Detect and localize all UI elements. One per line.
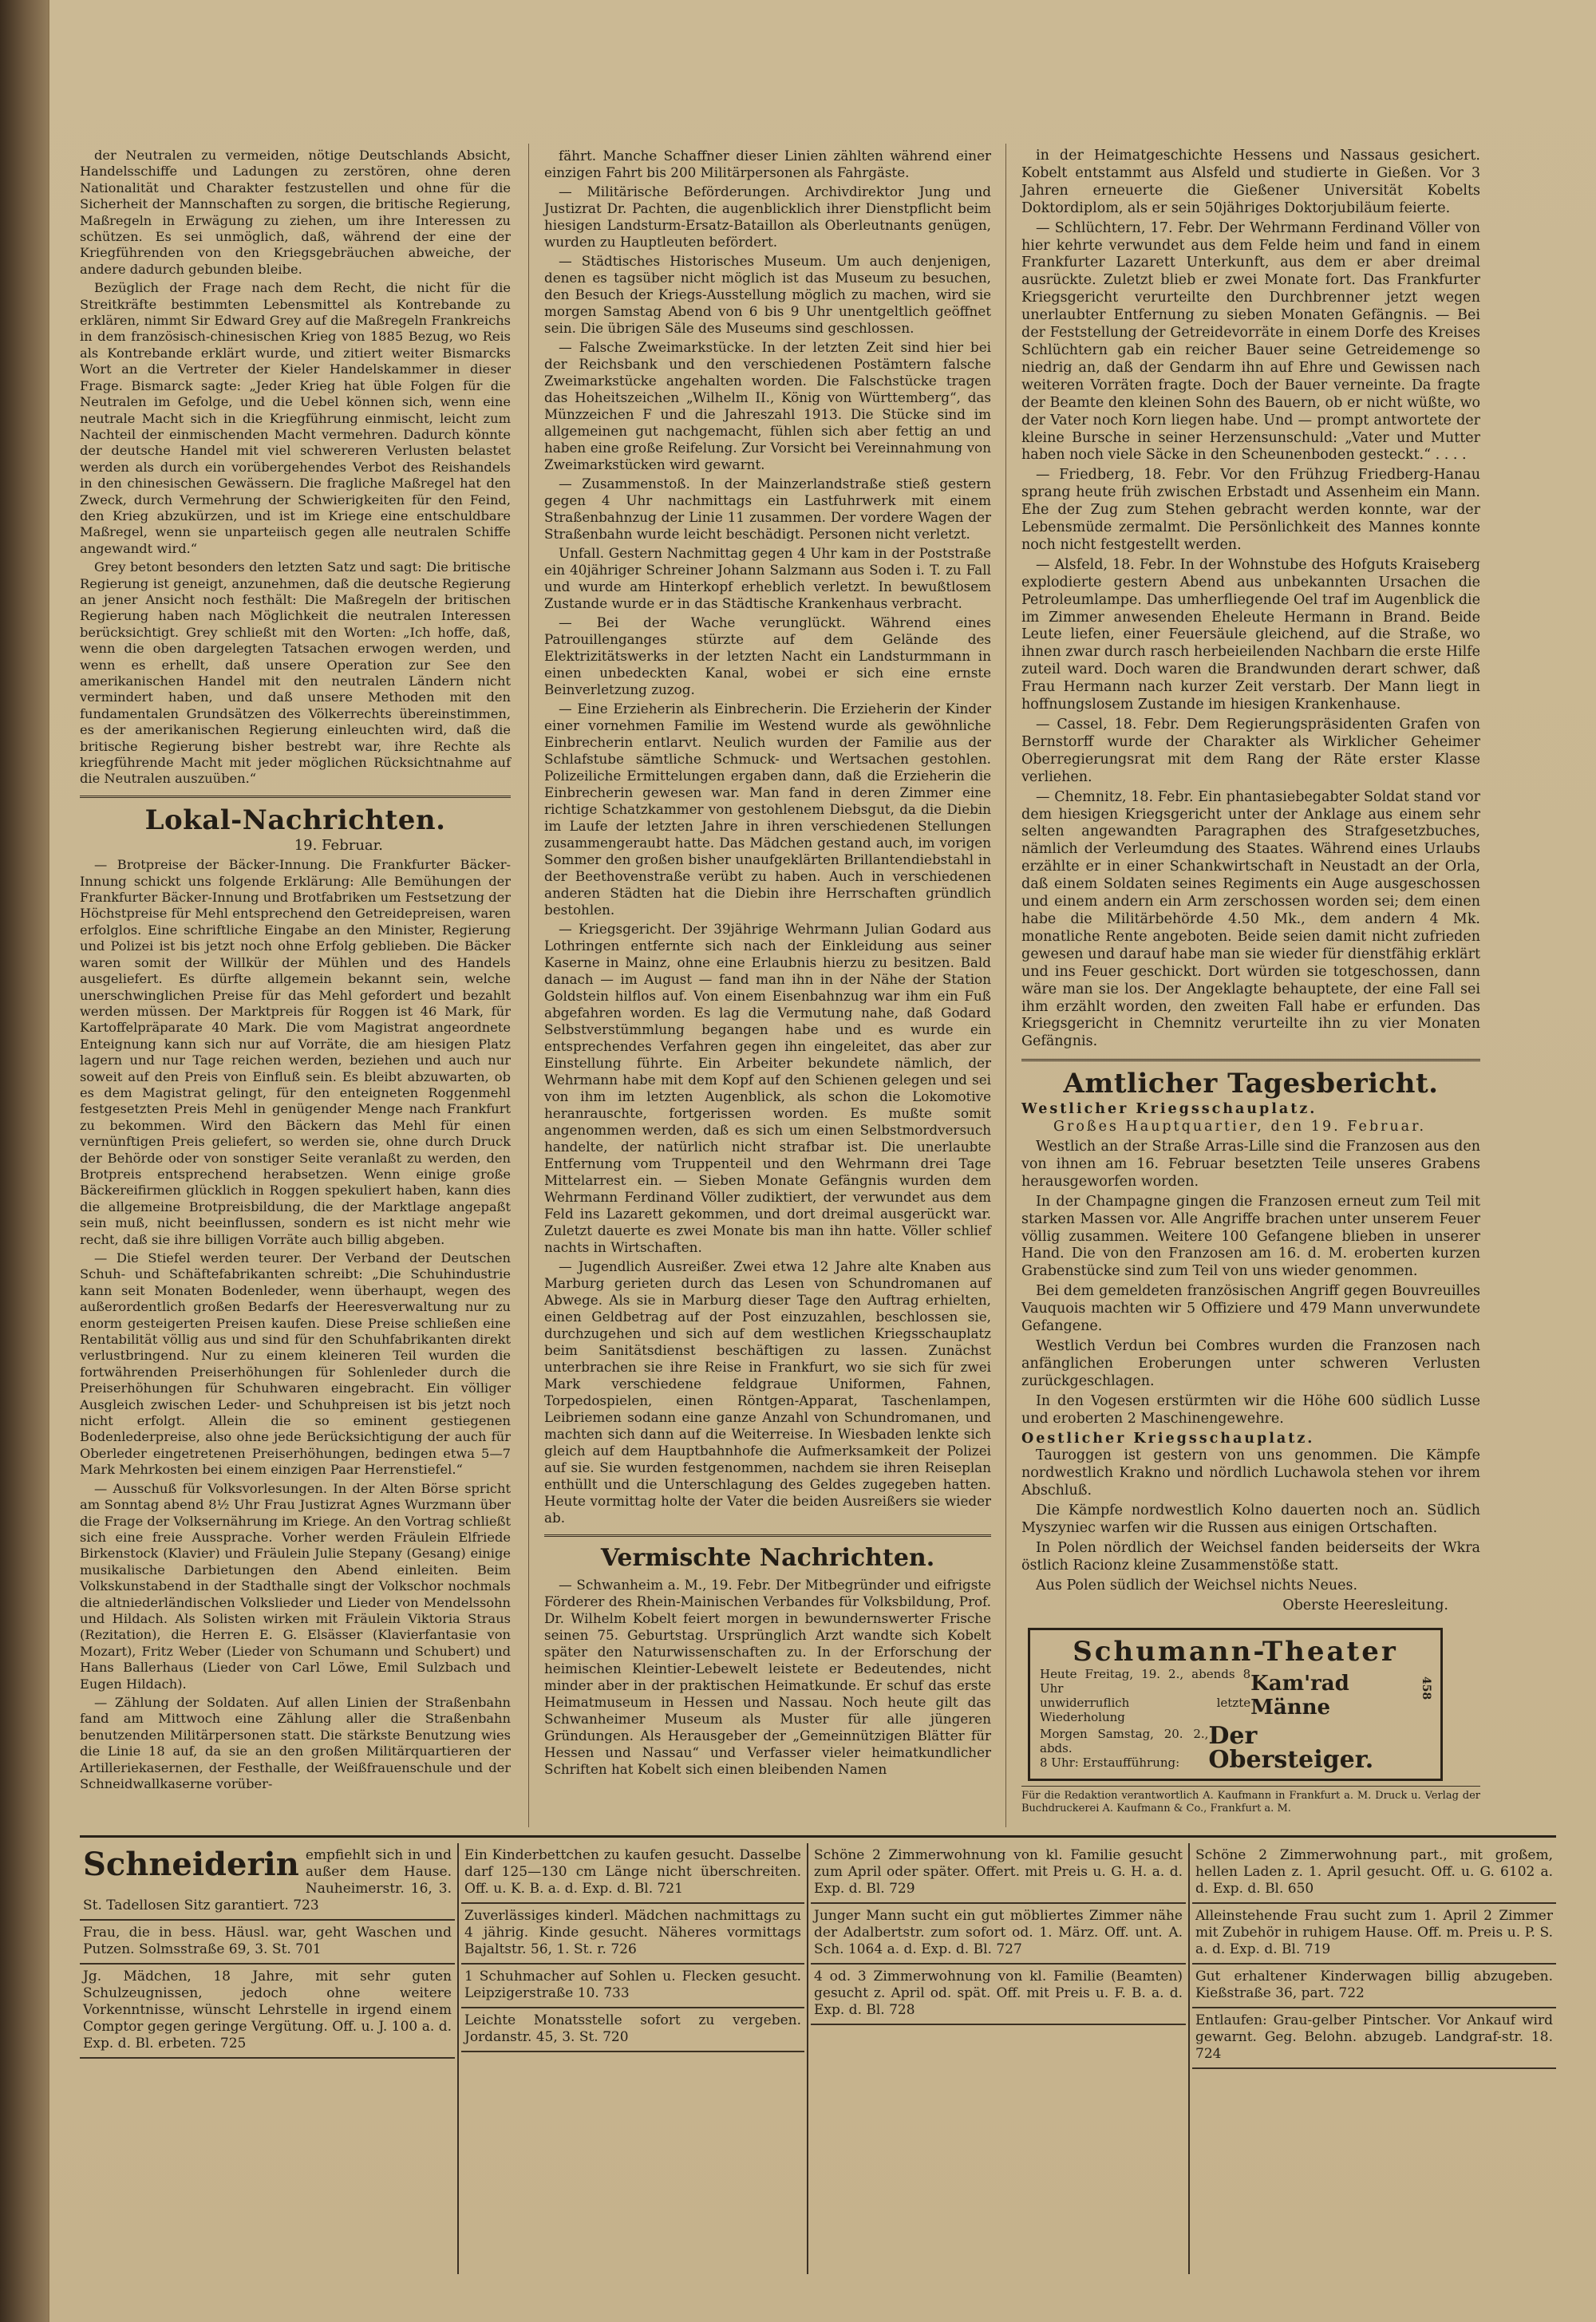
ad-text: Frau, die in bess. Häusl. war, geht Waschen und Putzen. Solmsstraße 69, 3. St. 701 bbox=[83, 1925, 452, 1957]
article-paragraph: Bezüglich der Frage nach dem Recht, die nicht für die Streitkräfte bestimmten Lebensmittel als Kontrebande zu erklären, nimmt Sir Edward Grey auf die Maßregeln Frankreichs in dem französisch-chinesischen Krieg von 1885 Bezug, wo Reis als Kontrebande erklärt wurde, und zitiert weiter Bismarcks Wort an die Vertreter der Kieler Handelskammer in dieser Frage. Bismarck sagte: „Jeder Krieg hat üble Folgen für die Neutralen im Gefolge, und die Uebel können sich, wenn eine neutrale Macht sich in die Kriegführung einmischt, leicht zum Nachteil der einmischenden Macht vermehren. Dadurch könnte der deutsche Handel mit viel schwereren Verlusten belastet werden als durch ein vorübergehendes Verbot des Reishandels in den chinesischen Gewässern. Die fragliche Maßregel hat den Zweck, durch Vermehrung der Schwierigkeiten für den Feind, den Krieg abzukürzen, und ist im Kriege eine entschuldbare Maßregel, wenn sie unparteiisch gegen alle neutralen Schiffe angewandt wird.“ bbox=[80, 280, 511, 556]
classified-ad bbox=[811, 1965, 1186, 2025]
article-paragraph: — Cassel, 18. Febr. Dem Regierungspräsidenten Grafen von Bernstorff wurde der Charakter als Wirklicher Geheimer Oberregierungsrat mit dem Rang der Räte erster Klasse verliehen. bbox=[1021, 717, 1480, 785]
vermischte-articles bbox=[544, 1577, 991, 1778]
classified-ad bbox=[461, 1904, 804, 1965]
lokal-articles-continued bbox=[544, 148, 991, 1526]
article-paragraph: — Zählung der Soldaten. Auf allen Linien der Straßenbahn fand am Mittwoch eine Zählung aller die Straßenbahn benutzenden Militärpersonen statt. Die stärkste Benutzung wies die Linie 18 auf, da sie an den großen Militärquartieren der Artilleriekasernen, der Festhalle, der Weißfrauenschule und der Schneidwallkaserne vorüber- bbox=[80, 1694, 511, 1791]
article-paragraph: fährt. Manche Schaffner dieser Linien zählten während einer einzigen Fahrt bis 200 Militärpersonen als Fahrgäste. bbox=[544, 148, 991, 180]
column-rule bbox=[528, 144, 529, 1827]
report-paragraph: In Polen nördlich der Weichsel fanden beiderseits der Wkra östlich Racionz kleine Zusammenstöße statt. bbox=[1021, 1539, 1480, 1574]
article-paragraph: — Städtisches Historisches Museum. Um auch denjenigen, denen es tagsüber nicht möglich ist das Museum zu besuchen, den Besuch der Kriegs-Ausstellung möglich zu machen, wird sie morgen Samstag Abend von 6 bis 9 Uhr unentgeltlich geöffnet sein. Die übrigen Säle des Museums sind geschlossen. bbox=[544, 253, 991, 336]
report-place: Großes Hauptquartier, den 19. Februar. bbox=[1053, 1119, 1427, 1135]
article-paragraph: Grey betont besonders den letzten Satz und sagt: Die britische Regierung ist geneigt, anzunehmen, daß die deutsche Regierung an jener Ansicht noch festhält: Die Maßregeln der britischen Regierung haben nach Möglichkeit die neutralen Interessen berücksichtigt. Grey schließt mit den Worten: „Ich hoffe, daß, wenn die oben dargelegten Tatsachen erwogen werden, und wenn es erhellt, daß unsere Operation zur See den amerikanischen Handel mit den neutralen Ländern nicht vermindert haben, und daß unsere Methoden mit den fundamentalen Grundsätzen des Völkerrechts übereinstimmen, es der amerikanischen Regierung einleuchten wird, daß die britische Regierung bisher bestrebt war, ihre Rechte als kriegführende Macht mit jeder möglichen Rücksichtnahme auf die Neutralen auszuüben.“ bbox=[80, 559, 511, 787]
article-paragraph: — Brotpreise der Bäcker-Innung. Die Frankfurter Bäcker-Innung schickt uns folgende Erklärung: Alle Bemühungen der Frankfurter Bäcker-Innung und Brotfabriken um Festsetzung der Höchstpreise für Mehl entsprechend den Getreidepreisen, waren erfolglos. Eine schriftliche Eingabe an den Minister, Regierung und Polizei ist bis jetzt noch ohne Erfolg geblieben. Die Bäcker waren somit der Willkür der Mühlen und des Handels ausgeliefert. Es dürfte allgemein bekannt sein, welche unerschwinglichen Preise für das Mehl gefordert und bezahlt werden müssen. Der Marktpreis für Roggen ist 46 Mark, für Kartoffelpräparate 40 Mark. Die vom Magistrat angeordnete Enteignung kann sich nur auf Vorräte, die am hiesigen Platz lagern und nur Tage reichen werden, beziehen und auch nur soweit auf den Preis von Einfluß sein. Es bleibt abzuwarten, ob es dem Magistrat gelingt, für den enteigneten Roggenmehl festgesetzten Preis Mehl in genügender Menge nach Frankfurt zu bekommen. Wird den Bäckern das Mehl für einen vernünftigen Preis geliefert, so werden sie, ohne durch Druck der Behörde oder von sonstiger Seite veranlaßt zu werden, den Brotpreis entsprechend herabsetzen. Wenn einige große Bäckereifirmen glücklich in Roggen spekuliert haben, kann dies die allgemeine Brotpreisbildung, die der Marktlage angepaßt sein muß, nicht beeinflussen, sondern es ist nicht mehr wie recht, daß sie ihre billigen Vorräte auch billig abgeben. bbox=[80, 857, 511, 1247]
imprint: Für die Redaktion verantwortlich A. Kaufmann in Frankfurt a. M. Druck u. Verlag der Buchdruckerei A. Kaufmann & Co., Frankfurt a. M. bbox=[1021, 1786, 1480, 1815]
ad-number: 458 bbox=[1420, 1676, 1432, 1700]
divider bbox=[80, 796, 511, 798]
ad-text: Zuverlässiges kinderl. Mädchen nachmittags zu 4 jährig. Kinde gesucht. Näheres vormittags Bajaltstr. 56, 1. St. r. 726 bbox=[464, 1908, 801, 1957]
ad-text: 1 Schuhmacher auf Sohlen u. Flecken gesucht. Leipzigerstraße 10. 733 bbox=[464, 1969, 801, 2001]
ads-column bbox=[811, 1843, 1186, 2274]
report-paragraph: Westlich an der Straße Arras-Lille sind die Franzosen aus den von ihnen am 16. Februar besetzten Teile unseres Grabens herausgeworfen worden. bbox=[1021, 1139, 1480, 1190]
ads-column bbox=[1192, 1843, 1556, 2274]
article-paragraph: — Kriegsgericht. Der 39jährige Wehrmann Julian Godard aus Lothringen entfernte sich nach der Einkleidung aus seiner Kaserne in Mainz, ohne eine Erlaubnis hierzu zu besitzen. Bald danach — im August — fand man ihn in der Nähe der Station Goldstein hilflos auf. Von einem Eisenbahnzug war ihm ein Fuß abgefahren worden. Es lag die Vermutung nahe, daß Godard Selbstverstümmlung begangen habe und es wurde ein entsprechendes Verfahren gegen ihn eingeleitet, das aber zur Einstellung führte. Ein Arbeiter bekundete nämlich, der Wehrmann habe mit dem Kopf auf den Schienen gelegen und sei von ihm im letzten Augenblick, als schon die Lokomotive heranrauschte, fortgerissen worden. Es mußte somit angenommen werden, daß es sich um einen Selbstmordversuch handelte, der natürlich nicht strafbar ist. Die unerlaubte Entfernung vom Truppenteil und den Wehrmann drei Tage Mittelarrest ein. — Sieben Monate Gefängnis wurden dem Wehrmann Ferdinand Völler zudiktiert, der verwundet aus dem Feld ins Lazarett gekommen, und dort dreimal ausgerückt war. Zuletzt dauerte es zwei Monate bis man ihn hatte. Völler schlief nachts in Wirtschaften. bbox=[544, 921, 991, 1255]
classified-ad bbox=[80, 1843, 455, 1921]
column-left bbox=[80, 148, 511, 1795]
classified-ad bbox=[461, 2008, 804, 2052]
theater-line: 8 Uhr: Erstaufführung: bbox=[1040, 1755, 1180, 1770]
ad-headline: Schneiderin bbox=[83, 1846, 299, 1883]
classified-ad bbox=[461, 1843, 804, 1904]
ad-text: Gut erhaltener Kinderwagen billig abzugeben. Kießstraße 36, part. 722 bbox=[1195, 1969, 1553, 2001]
ad-text: Jg. Mädchen, 18 Jahre, mit sehr guten Schulzeugnissen, jedoch ohne weitere Vorkenntnisse, wünscht Lehrstelle in irgend einem Comptor gegen geringe Vergütung. Off. u. J. 100 a. d. Exp. d. Bl. erbeten. 725 bbox=[83, 1969, 452, 2051]
article-grey-note bbox=[80, 148, 511, 788]
article-paragraph: — Schlüchtern, 17. Febr. Der Wehrmann Ferdinand Völler von hier kehrte verwundet aus dem Felde heim und fand in einem Frankfurter Lazarett Unterkunft, aus dem er aber dreimal ausrückte. Zuletzt blieb er zwei Monate fort. Das Frankfurter Kriegsgericht verurteilte den Durchbrenner jetzt wegen unerlaubter Entfernung zu sieben Monaten Gefängnis. — Bei der Feststellung der Getreidevorräte in einem Dorfe des Kreises Schlüchtern gab ein reicher Bauer seine Getreidemenge so niedrig an, daß der Gendarm ihn auf Ehre und Gewissen nach weiteren Vorräten fragte. Doch der Bauer verneinte. Da fragte der Beamte den kleinen Sohn des Bauern, ob er nicht wüßte, wo der Vater noch Korn liegen habe. Und — prompt antwortete der kleine Bursche in seiner Herzensunschuld: „Vater und Mutter haben noch viele Säcke in den Scheunenboden gesteckt.“ . . . . bbox=[1021, 219, 1480, 464]
theater-play-2: Der Obersteiger. bbox=[1208, 1721, 1374, 1774]
article-paragraph: — Bei der Wache verunglückt. Während eines Patrouillenganges stürzte auf dem Gelände des Elektrizitätswerks in der letzten Nacht ein Landsturmmann in einen unbedeckten Kanal, wobei er sich eine ernste Beinverletzung zuzog. bbox=[544, 614, 991, 697]
article-paragraph: — Eine Erzieherin als Einbrecherin. Die Erzieherin der Kinder einer vornehmen Familie im Westend wurde als gewöhnliche Einbrecherin entlarvt. Neulich wurden der Familie aus der Schlafstube sämtliche Schmuck- und Wertsachen gestohlen. Polizeiliche Ermittelungen ergaben dann, daß die Erzieherin die Einbrecherin gewesen war. Man fand in deren Zimmer eine richtige Schatzkammer von gestohlenem Diebsgut, da die Diebin im Laufe der letzten Jahre in ihren verschiedenen Stellungen zusammengeraubt hatte. Das Mädchen gestand auch, im vorigen Sommer den großen bisher unaufgeklärten Brillantendiebstahl in der Beethovenstraße verübt zu haben. Auch in verschiedenen anderen Städten hat die Diebin ihre Herrschaften gründlich bestohlen. bbox=[544, 701, 991, 918]
article-paragraph: Unfall. Gestern Nachmittag gegen 4 Uhr kam in der Poststraße ein 40jähriger Schreiner Johann Salzmann aus Soden i. T. zu Fall und wurde am Hinterkopf erheblich verletzt. In bewußtlosem Zustande wurde er in das Städtische Krankenhaus verbracht. bbox=[544, 545, 991, 611]
classified-ad bbox=[461, 1965, 804, 2008]
section-title-lokal: Lokal-Nachrichten. bbox=[144, 804, 446, 836]
ad-text: empfiehlt sich in und außer dem Hause. Nauheimerstr. 16, 3. St. Tadellosen Sitz garantiert. 723 bbox=[83, 1847, 452, 1913]
classified-ad bbox=[1192, 1965, 1556, 2008]
ad-text: 4 od. 3 Zimmerwohnung von kl. Familie (Beamten) gesucht z. April od. spät. Off. mit Preis u. F. B. a. d. Exp. d. Bl. 728 bbox=[814, 1969, 1183, 2018]
report-paragraph: Bei dem gemeldeten französischen Angriff gegen Bouvreuilles Vauquois machten wir 5 Offiziere und 479 Mann unverwundete Gefangene. bbox=[1021, 1283, 1480, 1335]
article-paragraph: — Die Stiefel werden teurer. Der Verband der Deutschen Schuh- und Schäftefabrikanten schreibt: „Die Schuhindustrie kann seit Monaten Bodenleder, wenn überhaupt, wegen des außerordentlich großen Bedarfs der Heeresverwaltung nur zu enorm gesteigerten Preisen kaufen. Diese Preise schließen eine Rentabilität völlig aus und sind für den Schuhfabrikanten direkt verlustbringend. Nur zu einem kleineren Teil wurden die fortwährenden Preiserhöhungen für Sohlenleder durch die Preiserhöhungen für Schuhwaren eingebracht. Ein völliger Ausgleich zwischen Leder- und Schuhpreisen ist bis jetzt noch nicht erfolgt. Allein die so eminent gestiegenen Bodenlederpreise, also ohne jede Berücksichtigung der auch für Oberleder eingetretenen Preiserhöhungen, bedingen etwa 5—7 Mark Mehrkosten bei einem einzigen Paar Herrenstiefel.“ bbox=[80, 1250, 511, 1478]
theater-advertisement bbox=[1028, 1628, 1443, 1781]
article-paragraph: — Chemnitz, 18. Febr. Ein phantasiebegabter Soldat stand vor dem hiesigen Kriegsgericht unter der Anklage aus einem sehr selten angewandten Paragraphen des Strafgesetzbuches, nämlich der Verleumdung des Staates. Während eines Urlaubs erzählte er in einer Schankwirtschaft in Neustadt an der Orla, daß einem Soldaten seines Regiments ein Auge ausgeschossen und einem andern ein Arm zerschossen worden sei; dem einen habe die Militärbehörde 4.50 Mk., dem andern 4 Mk. monatliche Rente angeboten. Beide seien damit nicht zufrieden gewesen und darauf habe man sie wieder für dienstfähig erklärt und ins Feuer geschickt. Dort würden sie totgeschossen, dann wäre man sie los. Der Angeklagte behauptete, der eine Fall sei ihm erzählt worden, den zweiten Fall habe er erfunden. Das Kriegsgericht in Chemnitz verurteilte ihn zu vier Monaten Gefängnis. bbox=[1021, 788, 1480, 1050]
section-date: 19. Februar. bbox=[294, 836, 383, 854]
theater-line: unwiderruflich letzte Wiederholung bbox=[1040, 1695, 1251, 1724]
article-paragraph: — Schwanheim a. M., 19. Febr. Der Mitbegründer und eifrigste Förderer des Rhein-Mainischen Verbandes für Volksbildung, Prof. Dr. Wilhelm Kobelt feiert morgen in bewundernswerter Frische seinen 75. Geburtstag. Ursprünglich Arzt wandte sich Kobelt später den Naturwissenschaften zu. In der Erforschung der heimischen Kleintier-Lebewelt leistete er Bedeutendes, nicht minder aber in der praktischen Heimatkunde. Er schuf das erste Heimatmuseum in Hessen und Nassau. Noch heute gilt das Schwanheimer Museum als Muster für alle jüngeren Gründungen. Als Herausgeber der „Gemeinnützigen Blätter für Hessen und Nassau“ und Verfasser vieler heimatkundlicher Schriften hat Kobelt sich einen bleibenden Namen bbox=[544, 1577, 991, 1777]
ads-column-rule bbox=[457, 1843, 459, 2274]
report-signature: Oberste Heeresleitung. bbox=[1282, 1597, 1448, 1613]
ads-top-rule bbox=[80, 1835, 1556, 1838]
column-middle bbox=[544, 148, 991, 1780]
classified-ad bbox=[1192, 1904, 1556, 1965]
ads-column bbox=[461, 1843, 804, 2274]
regional-articles bbox=[1021, 148, 1480, 1051]
report-paragraph: Aus Polen südlich der Weichsel nichts Neues. bbox=[1036, 1577, 1358, 1593]
divider bbox=[1021, 1059, 1480, 1061]
theater-play-1: Kam'rad Männe bbox=[1250, 1671, 1349, 1720]
article-paragraph: — Friedberg, 18. Febr. Vor den Frühzug Friedberg-Hanau sprang heute früh zwischen Erbstadt und Assenheim ein Mann. Ehe der Zug zum Stehen gebracht werden konnte, war der Lebensmüde zermalmt. Die Persönlichkeit des Mannes konnte noch nicht festgestellt werden. bbox=[1021, 467, 1480, 553]
report-heading-west: Westlicher Kriegsschauplatz. bbox=[1021, 1101, 1317, 1118]
report-paragraph: Die Kämpfe nordwestlich Kolno dauerten noch an. Südlich Myszyniec warfen wir die Russen aus einigen Ortschaften. bbox=[1021, 1503, 1480, 1537]
article-paragraph: — Alsfeld, 18. Febr. In der Wohnstube des Hofguts Kraiseberg explodierte gestern Abend aus unbekannten Ursachen die Petroleumlampe. Das umherfliegende Oel traf im Augenblick die im Zimmer anwesenden Eheleute Hermann in Brand. Beide Leute liefen, einer Feuersäule gleichend, auf die Straße, wo ihnen zwar durch rasch herbeieilenden Nachbarn die erste Hilfe zuteil ward. Doch waren die Brandwunden derart schwer, daß Frau Hermann nach kurzer Zeit verstarb. Der Mann liegt in hoffnungslosem Zustande im hiesigen Krankenhause. bbox=[1021, 556, 1480, 713]
classified-ad bbox=[80, 1921, 455, 1965]
column-rule bbox=[1005, 144, 1006, 1827]
ad-text: Alleinstehende Frau sucht zum 1. April 2 Zimmer mit Zubehör in ruhigem Hause. Off. m. Preis u. P. S. a. d. Exp. d. Bl. 719 bbox=[1195, 1908, 1553, 1957]
classified-ad bbox=[80, 1965, 455, 2059]
report-paragraph: In den Vogesen erstürmten wir die Höhe 600 südlich Lusse und eroberten 2 Maschinengewehre. bbox=[1021, 1392, 1480, 1427]
classified-ad bbox=[811, 1843, 1186, 1904]
report-heading-east: Oestlicher Kriegsschauplatz. bbox=[1021, 1430, 1315, 1447]
article-paragraph: — Jugendlich Ausreißer. Zwei etwa 12 Jahre alte Knaben aus Marburg gerieten durch das Lesen von Schundromanen auf Abwege. Als sie in Marburg dieser Tage den Auftrag erhielten, einen Geldbetrag auf der Post einzuzahlen, beschlossen sie, durchzugehen und sich auf dem westlichen Kriegsschauplatz beim Sanitätsdienst beschäftigen zu lassen. Zunächst unterbrachen sie ihre Reise in Frankfurt, wo sie sich für zwei Mark verschiedene feldgraue Uniformen, Fahnen, Torpedospielen, einen Röntgen-Apparat, Taschenlampen, Leibriemen sodann eine ganze Anzahl von Schundromanen, und machten sich dann auf die Weiterreise. In Wiesbaden lenkte sich gleich auf dem Hauptbahnhofe die Aufmerksamkeit der Polizei auf sie. Sie wurden festgenommen, nachdem sie ihren Reiseplan enthüllt und die Unterschlagung des Geldes zugegeben hatten. Heute vormittag holte der Vater die beiden Ausreißers sie wieder ab. bbox=[544, 1258, 991, 1526]
ads-column-rule bbox=[1188, 1843, 1190, 2274]
classified-ad bbox=[811, 1904, 1186, 1965]
ads-column-rule bbox=[807, 1843, 808, 2274]
article-paragraph: der Neutralen zu vermeiden, nötige Deutschlands Absicht, Handelsschiffe und Ladungen zu zerstören, ohne deren Nationalität und Charakter festzustellen und ohne für die Sicherheit der Mannschaften zu sorgen, die britische Regierung, Maßregeln in Erwägung zu ziehen, um ihre Interessen zu schützen. Es sei unmöglich, daß, während der eine der Kriegführenden von den Kriegsgebräuchen abweiche, der andere dadurch gebunden bleibe. bbox=[80, 148, 511, 277]
article-paragraph: — Zusammenstoß. In der Mainzerlandstraße stieß gestern gegen 4 Uhr nachmittags ein Lastfuhrwerk mit einem Straßenbahnzug der Linie 11 zusammen. Der vordere Wagen der Straßenbahn wurde leicht beschädigt. Personen nicht verletzt. bbox=[544, 476, 991, 542]
report-west bbox=[1021, 1139, 1480, 1428]
newspaper-page bbox=[48, 0, 1596, 2322]
column-right bbox=[1021, 148, 1480, 1815]
ad-text: Ein Kinderbettchen zu kaufen gesucht. Dasselbe darf 125—130 cm Länge nicht überschreiten. Off. u. K. B. a. d. Exp. d. Bl. 721 bbox=[464, 1847, 801, 1897]
report-paragraph: Tauroggen ist gestern von uns genommen. Die Kämpfe nordwestlich Krakno und nördlich Luchawola stehen vor ihrem Abschluß. bbox=[1021, 1447, 1480, 1499]
theater-title: Schumann-Theater bbox=[1073, 1635, 1398, 1668]
theater-line: Heute Freitag, 19. 2., abends 8 Uhr bbox=[1040, 1666, 1251, 1696]
article-paragraph: — Ausschuß für Volksvorlesungen. In der Alten Börse spricht am Sonntag abend 8½ Uhr Frau Justizrat Agnes Wurzmann über die Frage der Volksernährung im Kriege. An den Vortrag schließt sich eine freie Aussprache. Vorher werden Fräulein Elfriede Birkenstock (Klavier) und Fräulein Julie Stepany (Gesang) einige musikalische Darbietungen den Abend einleiten. Beim Volkskunstabend in der Stadthalle singt der Volkschor nochmals die altniederländischen Volkslieder und Lieder von Mendelssohn und Hildach. Als Solisten wirken mit Fräulein Viktoria Straus (Rezitation), die Herren E. G. Elsässer (Klavierfantasie von Mozart), Fritz Weber (Lieder von Schumann und Schubert) und Hans Ballerhaus (Lieder von Carl Löwe, Emil Sulzbach und Eugen Hildach). bbox=[80, 1480, 511, 1692]
classified-ads bbox=[80, 1843, 1556, 2290]
report-east bbox=[1021, 1447, 1480, 1594]
article-paragraph: — Militärische Beförderungen. Archivdirektor Jung und Justizrat Dr. Pachten, die augenblicklich ihrer Dienstpflicht beim hiesigen Landsturm-Ersatz-Bataillon als Oberleutnants genügen, wurden zu Hauptleuten befördert. bbox=[544, 184, 991, 250]
ad-text: Junger Mann sucht ein gut möbliertes Zimmer nähe der Adalbertstr. zum sofort od. 1. März. Off. unt. A. Sch. 1064 a. d. Exp. d. Bl. 727 bbox=[814, 1908, 1183, 1957]
article-paragraph: — Falsche Zweimarkstücke. In der letzten Zeit sind hier bei der Reichsbank und den verschiedenen Postämtern falsche Zweimarkstücke angehalten worden. Die Falschstücke tragen das Hoheitszeichen „Wilhelm II., König von Württemberg“, das Münzzeichen F und die Jahreszahl 1913. Die Stücke sind im allgemeinen gut nachgemacht, fühlen sich aber fettig an und haben eine große Reifelung. Zur Vorsicht bei Vereinnahmung von Zweimarkstücken wird gewarnt. bbox=[544, 339, 991, 472]
report-paragraph: In der Champagne gingen die Franzosen erneut zum Teil mit starken Massen vor. Alle Angriffe brachen unter unserem Feuer völlig zusammen. Weitere 100 Gefangene blieben in unserer Hand. Die von den Franzosen am 16. d. M. eroberten kurzen Grabenstücke sind zum Teil von uns wieder genommen. bbox=[1021, 1193, 1480, 1280]
ad-text: Schöne 2 Zimmerwohnung part., mit großem, hellen Laden z. 1. April gesucht. Off. u. G. 6102 a. d. Exp. d. Bl. 650 bbox=[1195, 1847, 1553, 1897]
ad-text: Leichte Monatsstelle sofort zu vergeben. Jordanstr. 45, 3. St. 720 bbox=[464, 2012, 801, 2045]
lokal-articles bbox=[80, 857, 511, 1792]
ad-text: Schöne 2 Zimmerwohnung von kl. Familie gesucht zum April oder später. Offert. mit Preis u. G. H. a. d. Exp. d. Bl. 729 bbox=[814, 1847, 1183, 1897]
article-paragraph: in der Heimatgeschichte Hessens und Nassaus gesichert. Kobelt entstammt aus Alsfeld und studierte in Gießen. Vor 3 Jahren erneuerte die Gießener Universität Kobelts Doktordiplom, als er sein 50jähriges Doktorjubiläum feierte. bbox=[1021, 148, 1480, 216]
divider bbox=[544, 1534, 991, 1537]
classified-ad bbox=[1192, 2008, 1556, 2069]
classified-ad bbox=[1192, 1843, 1556, 1904]
theater-line: Morgen Samstag, 20. 2., abds. bbox=[1040, 1726, 1209, 1755]
ads-column bbox=[80, 1843, 455, 2274]
report-paragraph: Westlich Verdun bei Combres wurden die Franzosen nach anfänglichen Eroberungen unter schweren Verlusten zurückgeschlagen. bbox=[1021, 1338, 1480, 1389]
section-title-tagesbericht: Amtlicher Tagesbericht. bbox=[1063, 1068, 1439, 1100]
section-title-vermischte: Vermischte Nachrichten. bbox=[600, 1544, 935, 1572]
ad-text: Entlaufen: Grau-gelber Pintscher. Vor Ankauf wird gewarnt. Geg. Belohn. abzugeb. Landgraf-str. 18. 724 bbox=[1195, 2012, 1553, 2062]
